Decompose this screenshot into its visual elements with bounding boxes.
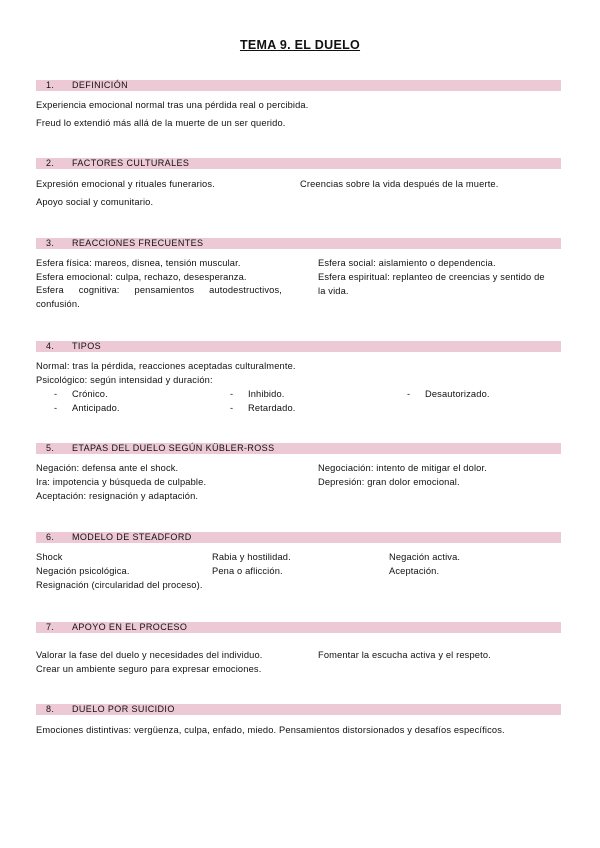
- text-line: Aceptación: resignación y adaptación.: [36, 491, 199, 501]
- section-number: 8.: [46, 704, 55, 714]
- text-line: Negación: defensa ante el shock.: [36, 463, 179, 473]
- bullet-dash: -: [54, 389, 58, 399]
- text-line: Esfera espiritual: replanteo de creencias y sentido de: [318, 272, 545, 282]
- page-title: TEMA 9. EL DUELO: [239, 38, 361, 52]
- section-title: FACTORES CULTURALES: [72, 158, 190, 168]
- text-line: Shock: [36, 552, 63, 562]
- section-number: 2.: [46, 158, 55, 168]
- text-line: la vida.: [318, 286, 349, 296]
- section-number: 4.: [46, 341, 55, 351]
- section-number: 3.: [46, 238, 55, 248]
- list-item: Anticipado.: [72, 403, 120, 413]
- bullet-dash: -: [54, 403, 58, 413]
- text-line: Expresión emocional y rituales funerarios.: [36, 179, 215, 189]
- bullet-dash: -: [407, 389, 411, 399]
- section-number: 1.: [46, 80, 55, 90]
- text-line: Valorar la fase del duelo y necesidades del individuo.: [36, 650, 263, 660]
- section-title: DEFINICIÓN: [72, 80, 129, 90]
- text-line: Pena o aflicción.: [212, 566, 283, 576]
- text-line: Crear un ambiente seguro para expresar emociones.: [36, 664, 262, 674]
- text-line: Esfera social: aislamiento o dependencia.: [318, 258, 496, 268]
- section-header-modelo-steadford: [36, 532, 561, 543]
- text-line: Normal: tras la pérdida, reacciones aceptadas culturalmente.: [36, 361, 296, 371]
- section-title: ETAPAS DEL DUELO SEGÚN KÜBLER-ROSS: [72, 443, 275, 453]
- section-header-etapas-duelo: [36, 443, 561, 454]
- section-header-duelo-suicidio: [36, 704, 561, 715]
- section-title: REACCIONES FRECUENTES: [72, 238, 204, 248]
- section-header-apoyo-proceso: [36, 622, 561, 633]
- text-line: Depresión: gran dolor emocional.: [318, 477, 460, 487]
- list-item: Crónico.: [72, 389, 108, 399]
- text-line: Freud lo extendió más allá de la muerte de un ser querido.: [36, 118, 286, 128]
- list-item: Inhibido.: [248, 389, 285, 399]
- section-title: TIPOS: [72, 341, 102, 351]
- text-line: Fomentar la escucha activa y el respeto.: [318, 650, 491, 660]
- text-line: Experiencia emocional normal tras una pérdida real o percibida.: [36, 100, 309, 110]
- list-item: Retardado.: [248, 403, 296, 413]
- text-line: Rabia y hostilidad.: [212, 552, 291, 562]
- text-line: Esfera emocional: culpa, rechazo, desesperanza.: [36, 272, 247, 282]
- section-header-definicion: [36, 80, 561, 91]
- text-line: Aceptación.: [389, 566, 440, 576]
- section-header-reacciones-frecuentes: [36, 238, 561, 249]
- text-line: Negación activa.: [389, 552, 461, 562]
- list-item: Desautorizado.: [425, 389, 490, 399]
- section-number: 6.: [46, 532, 55, 542]
- text-line: Negociación: intento de mitigar el dolor.: [318, 463, 487, 473]
- section-title: DUELO POR SUICIDIO: [72, 704, 175, 714]
- text-line: Emociones distintivas: vergüenza, culpa, enfado, miedo. Pensamientos distorsionados y desafíos específicos.: [36, 725, 505, 735]
- text-line: Apoyo social y comunitario.: [36, 197, 154, 207]
- section-title: MODELO DE STEADFORD: [72, 532, 192, 542]
- text-line: Resignación (circularidad del proceso).: [36, 580, 203, 590]
- text-line: Creencias sobre la vida después de la muerte.: [300, 179, 499, 189]
- text-line: Ira: impotencia y búsqueda de culpable.: [36, 477, 207, 487]
- text-line: Esfera física: mareos, disnea, tensión muscular.: [36, 258, 241, 268]
- text-line: Negación psicológica.: [36, 566, 130, 576]
- section-title: APOYO EN EL PROCESO: [72, 622, 188, 632]
- section-number: 7.: [46, 622, 55, 632]
- bullet-dash: -: [230, 403, 234, 413]
- section-number: 5.: [46, 443, 55, 453]
- text-line: Psicológico: según intensidad y duración:: [36, 375, 213, 385]
- section-header-factores-culturales: [36, 158, 561, 169]
- section-header-tipos: [36, 341, 561, 352]
- text-paragraph: Esfera cognitiva: pensamientos autodestructivos, confusión.: [36, 285, 282, 309]
- bullet-dash: -: [230, 389, 234, 399]
